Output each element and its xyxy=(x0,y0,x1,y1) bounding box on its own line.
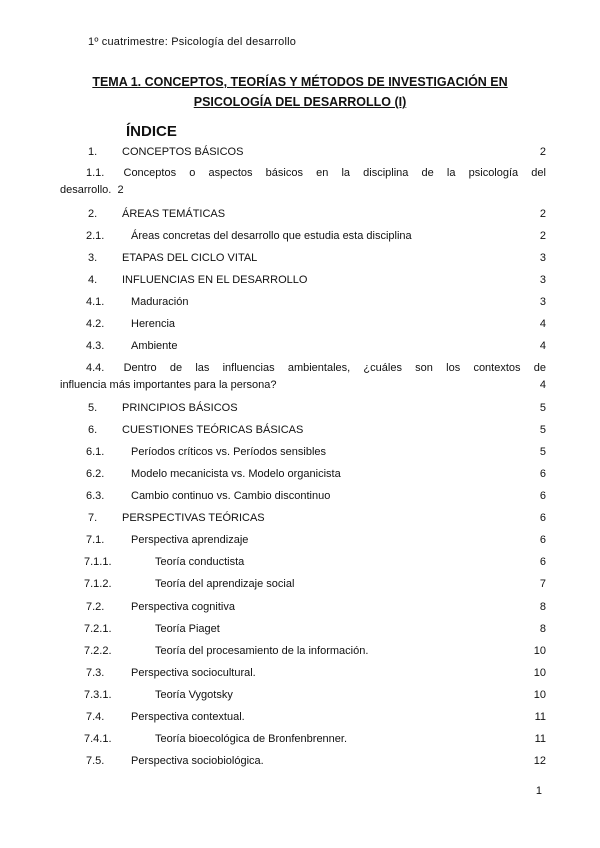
toc-number: 7.4.1. xyxy=(84,733,112,745)
toc-page: 4 xyxy=(539,318,546,330)
toc-number: 1. xyxy=(88,146,98,158)
title-line-1: TEMA 1. CONCEPTOS, TEORÍAS Y MÉTODOS DE INVESTIGACIÓN EN xyxy=(92,75,508,89)
toc-text: CONCEPTOS BÁSICOS xyxy=(122,146,244,158)
toc-number: 6.2. xyxy=(86,468,105,480)
page-header: 1º cuatrimestre: Psicología del desarrollo xyxy=(88,36,297,48)
toc-text: Teoría bioecológica de Bronfenbrenner. xyxy=(155,733,348,745)
toc-page: 6 xyxy=(539,490,546,502)
toc-page: 5 xyxy=(539,424,546,436)
toc-text-continued: desarrollo. 2 xyxy=(60,184,124,196)
toc-number: 7.2.1. xyxy=(84,623,112,635)
toc-text: INFLUENCIAS EN EL DESARROLLO xyxy=(122,274,308,286)
toc-page: 8 xyxy=(539,601,546,613)
toc-page: 5 xyxy=(539,402,546,414)
toc-page: 2 xyxy=(539,146,546,158)
toc-text: Áreas concretas del desarrollo que estudia esta disciplina xyxy=(131,230,412,242)
toc-page: 11 xyxy=(534,733,546,745)
toc-number: 4.2. xyxy=(86,318,105,330)
toc-page: 2 xyxy=(117,184,124,196)
toc-number: 1.1. xyxy=(86,167,105,179)
toc-page: 3 xyxy=(539,274,546,286)
toc-number: 4.3. xyxy=(86,340,105,352)
toc-text: Teoría del aprendizaje social xyxy=(155,578,295,590)
toc-number: 6. xyxy=(88,424,98,436)
toc-page: 12 xyxy=(533,755,546,767)
toc-number: 7.1.2. xyxy=(84,578,112,590)
toc-number: 7.4. xyxy=(86,711,105,723)
toc-text: Teoría del procesamiento de la información. xyxy=(155,645,369,657)
toc-number: 4. xyxy=(88,274,98,286)
title-line-2: PSICOLOGÍA DEL DESARROLLO (I) xyxy=(193,95,407,109)
toc-number: 6.3. xyxy=(86,490,105,502)
toc-page: 2 xyxy=(539,208,546,220)
toc-page: 6 xyxy=(539,512,546,524)
toc-text: CUESTIONES TEÓRICAS BÁSICAS xyxy=(122,424,304,436)
toc-page: 10 xyxy=(533,667,546,679)
toc-text: ÁREAS TEMÁTICAS xyxy=(122,208,226,220)
toc-text: Teoría conductista xyxy=(155,556,245,568)
toc-page: 10 xyxy=(533,689,546,701)
toc-number: 2. xyxy=(88,208,98,220)
toc-text-continued: influencia más importantes para la persona? xyxy=(60,379,277,391)
toc-number: 7.3. xyxy=(86,667,105,679)
toc-text: Perspectiva aprendizaje xyxy=(131,534,249,546)
toc-text: Dentro de las influencias ambientales, ¿cuáles son los contextos de xyxy=(123,362,546,374)
toc-number: 7.3.1. xyxy=(84,689,112,701)
toc-number: 3. xyxy=(88,252,98,264)
toc-number: 7.1. xyxy=(86,534,105,546)
toc-number: 7.2. xyxy=(86,601,105,613)
toc-text: Teoría Piaget xyxy=(155,623,220,635)
toc-page: 10 xyxy=(533,645,546,657)
toc-page: 11 xyxy=(534,711,546,723)
toc-text: Períodos críticos vs. Períodos sensibles xyxy=(131,446,327,458)
toc-page: 6 xyxy=(539,468,546,480)
toc-page: 5 xyxy=(539,446,546,458)
toc-text: Conceptos o aspectos básicos en la disciplina de la psicología del xyxy=(123,167,546,179)
toc-text: Perspectiva cognitiva xyxy=(131,601,235,613)
toc-text: Herencia xyxy=(131,318,176,330)
toc-text: PERSPECTIVAS TEÓRICAS xyxy=(122,512,265,524)
toc-number: 7.5. xyxy=(86,755,105,767)
toc-text: Ambiente xyxy=(131,340,178,352)
toc-number: 4.4. xyxy=(86,362,105,374)
toc-text: Teoría Vygotsky xyxy=(155,689,233,701)
toc-page: 3 xyxy=(539,296,546,308)
toc-text: Maduración xyxy=(131,296,189,308)
toc-number: 7. xyxy=(88,512,98,524)
toc-page: 4 xyxy=(539,379,546,391)
page-number: 1 xyxy=(535,785,542,797)
toc-number: 7.1.1. xyxy=(84,556,112,568)
toc-number: 2.1. xyxy=(86,230,105,242)
toc-number: 5. xyxy=(88,402,98,414)
document-title xyxy=(60,72,540,112)
toc-page: 8 xyxy=(539,623,546,635)
toc-page: 6 xyxy=(539,556,546,568)
toc-text: Perspectiva contextual. xyxy=(131,711,245,723)
toc-page: 6 xyxy=(539,534,546,546)
toc-text: Perspectiva sociocultural. xyxy=(131,667,256,679)
toc-text: Perspectiva sociobiológica. xyxy=(131,755,264,767)
toc-page: 7 xyxy=(539,578,546,590)
toc-number: 6.1. xyxy=(86,446,105,458)
toc-page: 3 xyxy=(539,252,546,264)
toc-number: 7.2.2. xyxy=(84,645,112,657)
toc-text: ETAPAS DEL CICLO VITAL xyxy=(122,252,258,264)
index-heading: ÍNDICE xyxy=(126,123,177,140)
toc-page: 4 xyxy=(539,340,546,352)
toc-text: Cambio continuo vs. Cambio discontinuo xyxy=(131,490,331,502)
toc-text: Modelo mecanicista vs. Modelo organicista xyxy=(131,468,341,480)
toc-number: 4.1. xyxy=(86,296,105,308)
toc-page: 2 xyxy=(539,230,546,242)
toc-text: PRINCIPIOS BÁSICOS xyxy=(122,402,238,414)
